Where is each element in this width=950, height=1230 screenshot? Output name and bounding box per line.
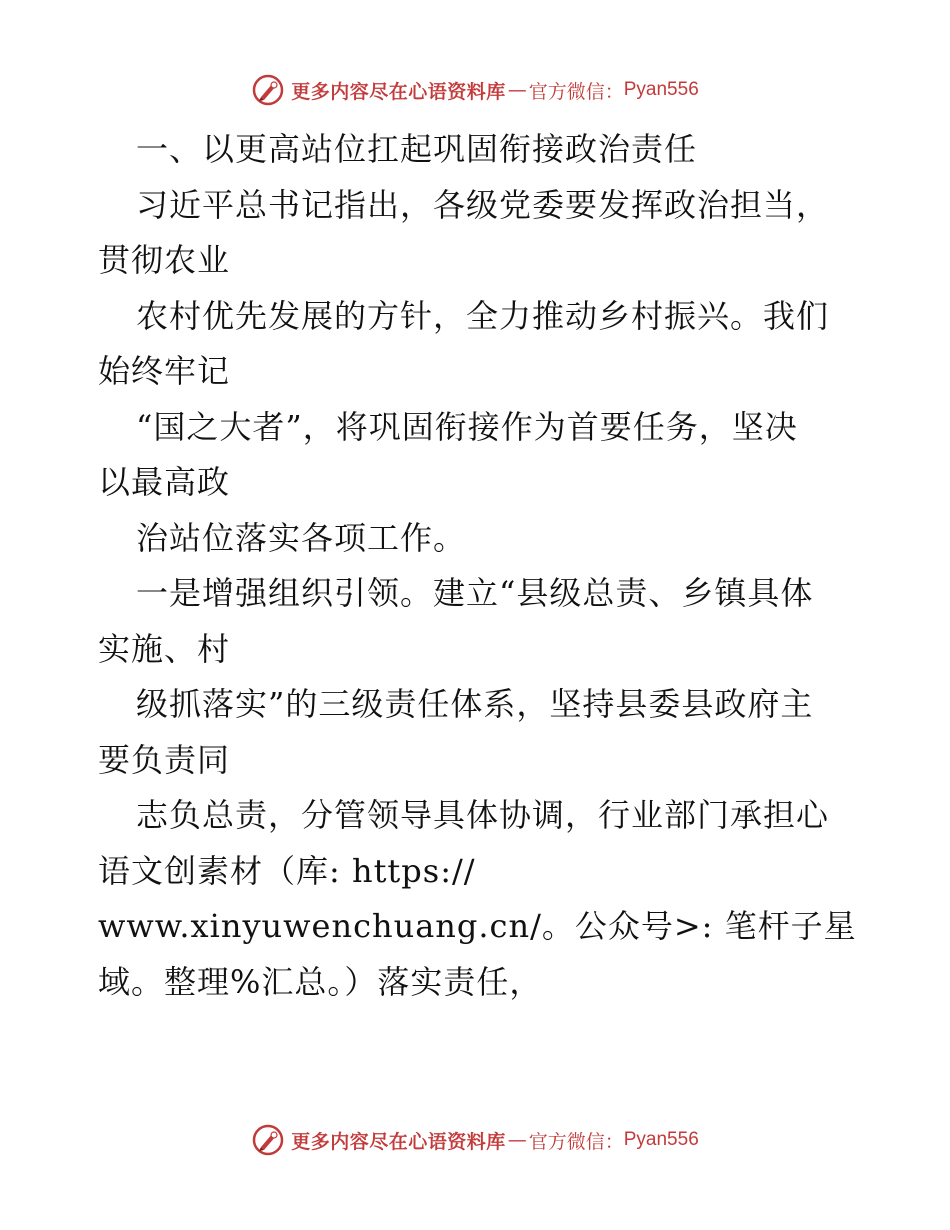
separator-dash: — [507,79,527,101]
text-line: 始终牢记 [98,352,231,390]
text-line: 治站位落实各项工作。 [136,518,467,557]
text-line: 贯彻农业 [98,241,231,279]
text-line: 域。整理%汇总。）落实责任， [98,962,543,1001]
text-line: 农村优先发展的方针，全力推动乡村振兴。我们 [136,296,830,335]
text-line: 志负总责，分管领导具体协调，行业部门承担心 [136,796,830,834]
wechat-id: Pyan556 [623,1129,699,1150]
pen-logo-icon [251,1123,285,1157]
wechat-label: 官方微信： [528,80,624,103]
text-line: 以最高政 [98,463,231,501]
text-line: 语文创素材（库: https:// [98,851,476,890]
text-line: 一是增强组织引领。建立“县级总责、乡镇具体 [136,574,814,612]
text-line: “国之大者”，将巩固衔接作为首要任务，坚决 [136,407,798,446]
header-banner [0,70,950,110]
brand-text: 更多内容尽在心语资料库 [291,80,506,103]
separator-dash: — [507,1129,527,1151]
text-line: www.xinyuwenchuang.cn/。公众号>: 笔杆子星 [98,907,857,945]
text-line: 习近平总书记指出，各级党委要发挥政治担当， [136,185,830,224]
text-line: 实施、村 [98,629,231,668]
document-body [98,122,858,1010]
text-line: 级抓落实”的三级责任体系，坚持县委县政府主 [136,685,814,723]
section-heading: 一、以更高站位扛起巩固衔接政治责任 [136,130,698,168]
footer-banner [0,1120,950,1160]
text-line: 要负责同 [98,740,231,779]
wechat-label: 官方微信： [528,1130,624,1153]
wechat-id: Pyan556 [623,79,699,100]
pen-logo-icon [251,73,285,107]
brand-text: 更多内容尽在心语资料库 [291,1130,506,1153]
